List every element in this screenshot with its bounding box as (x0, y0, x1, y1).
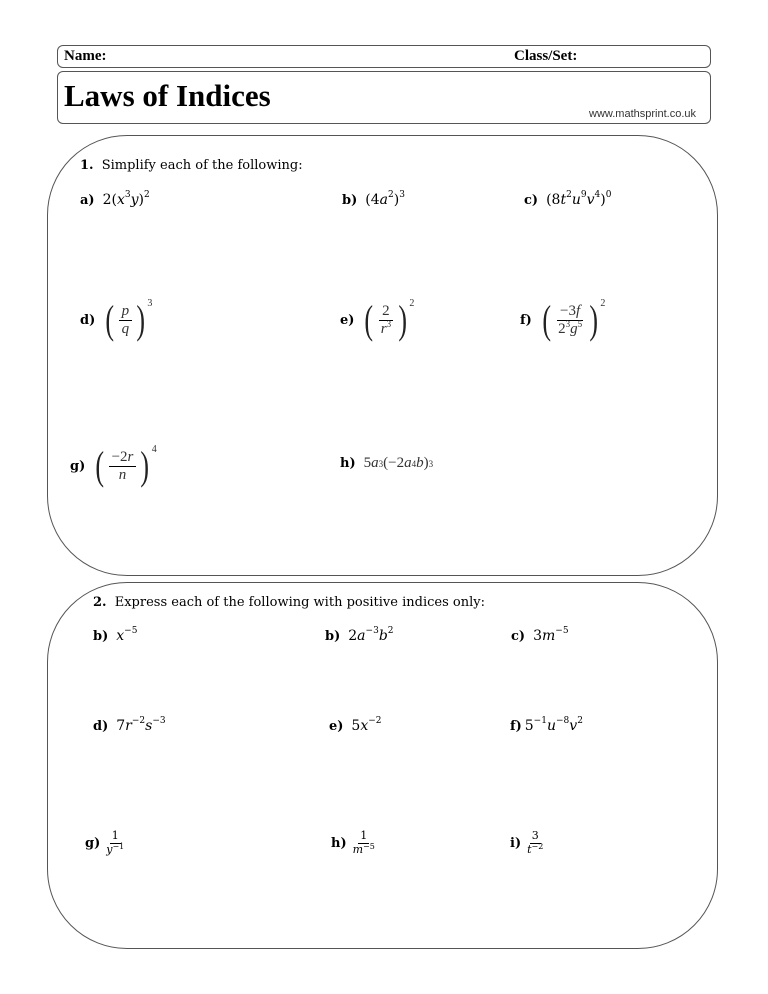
question-2-heading: 2. Express each of the following with positive indices only: (93, 595, 485, 610)
q1-part-b: b) $(4a^2)^3$ (342, 190, 405, 208)
name-bar (57, 45, 711, 68)
class-label: Class/Set: (514, 48, 578, 64)
q1-part-g: g) ( $\frac{-2r}{n}$ ) 4 (70, 443, 157, 488)
q2-part-g: g) $\frac{1}{y^{-1}}$ (85, 829, 125, 856)
q2-part-b: b) $2a^{-3}b^2$ (325, 626, 394, 644)
q2-part-c: c) $3m^{-5}$ (511, 626, 569, 644)
question-1-heading: 1. Simplify each of the following: (80, 158, 303, 173)
title-bar (57, 71, 711, 124)
q1-part-e: e) ( $\frac{2}{r^3}$ ) 2 (340, 297, 415, 342)
page-title: Laws of Indices (64, 78, 271, 113)
source-url: www.mathsprint.co.uk (589, 108, 696, 120)
q2-part-e: e) $5x^{-2}$ (329, 716, 382, 734)
name-label: Name: (64, 48, 107, 64)
q1-part-a: a) $2(x^3y)^2$ (80, 190, 150, 208)
q2-part-i: i) $\frac{3}{t^{-2}}$ (510, 829, 544, 856)
q1-part-f: f) ( $\frac{-3f}{2^3g^5}$ ) 2 (520, 297, 606, 342)
q2-part-a: b) $x^{-5}$ (93, 626, 138, 644)
q2-part-f: f) $5^{-1}u^{-8}v^2$ (510, 716, 583, 734)
q2-part-d: d) $7r^{-2}s^{-3}$ (93, 716, 166, 734)
q2-part-h: h) $\frac{1}{m^{-5}}$ (331, 829, 375, 856)
q1-part-c: c) $(8t^2u^9v^4)^0$ (524, 190, 612, 208)
q1-part-h: h) 5 a 3 (−2 a 4 b ) 3 (340, 455, 434, 471)
q1-part-d: d) ( $\frac{p}{q}$ ) 3 (80, 297, 153, 342)
